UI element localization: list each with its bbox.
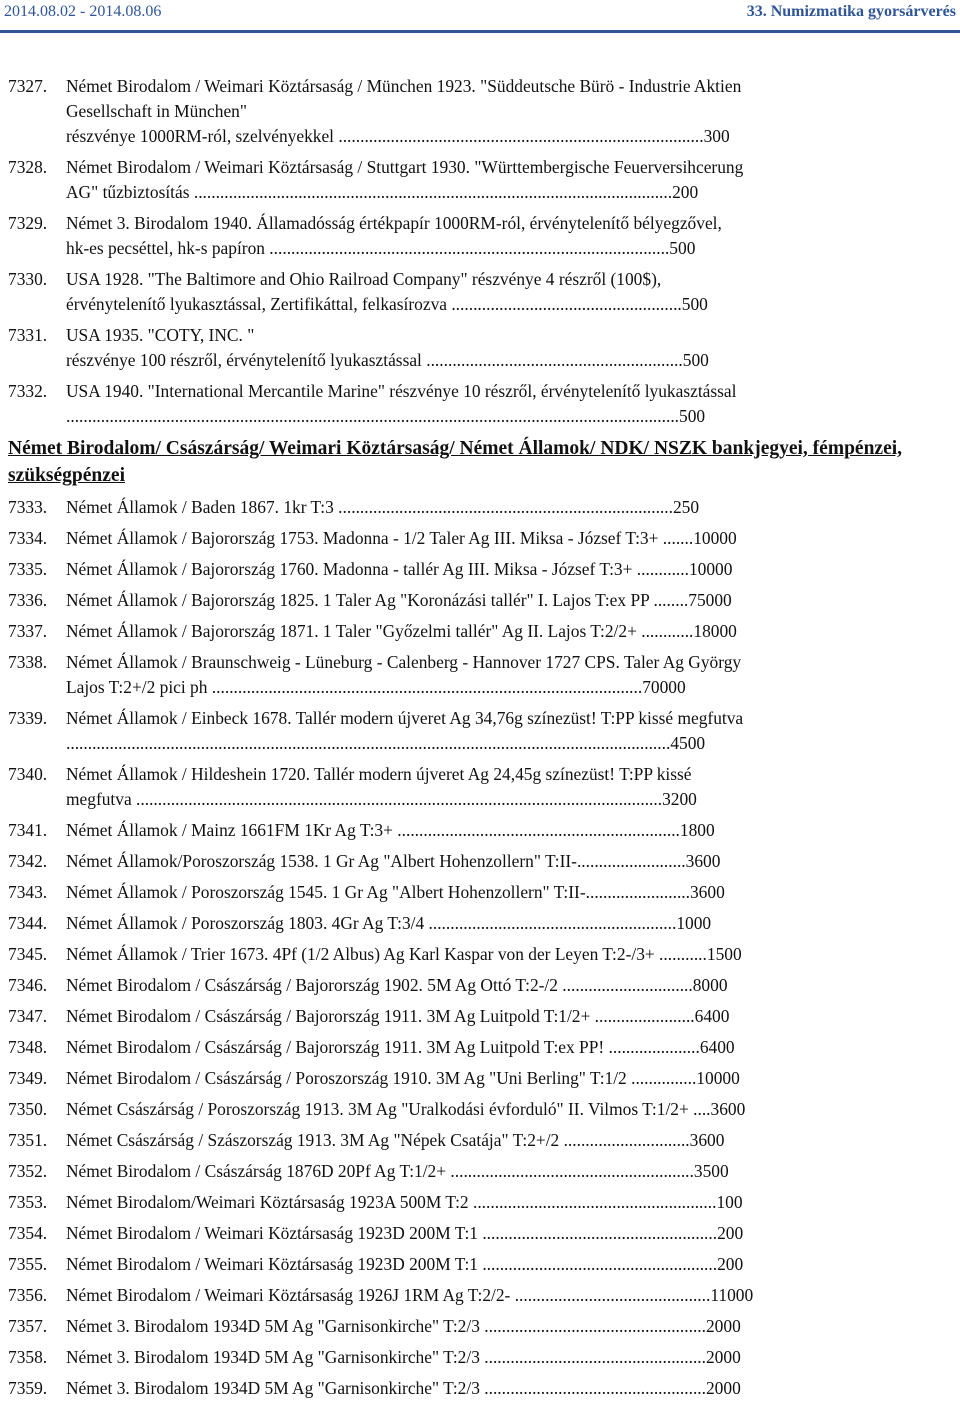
lot-description-line: Német Államok / Bajorország 1825. 1 Taler Ag "Koronázási tallér" I. Lajos T:ex PP ........75000 [66, 590, 732, 610]
lot-number: 7350. [8, 1099, 48, 1119]
lot-entry [0, 1128, 960, 1153]
lot-description-line: Német Államok / Hildeshein 1720. Tallér modern újveret Ag 24,45g színezüst! T:PP kissé [66, 764, 692, 784]
lot-entry [0, 1066, 960, 1091]
lot-entry [0, 1004, 960, 1029]
lot-number: 7329. [8, 213, 48, 233]
lot-description-line: Német Birodalom / Császárság / Bajorország 1902. 5M Ag Ottó T:2-/2 ..............................8000 [66, 975, 728, 995]
lot-description [66, 1097, 872, 1122]
lot-description [66, 526, 872, 551]
lot-description [66, 379, 872, 429]
lot-description [66, 155, 872, 205]
lot-number: 7335. [8, 559, 48, 579]
lot-description-line: Német Birodalom / Császárság / Bajorország 1911. 3M Ag Luitpold T:1/2+ .......................6400 [66, 1006, 730, 1026]
lot-description-line: Német Államok / Mainz 1661FM 1Kr Ag T:3+ .................................................................1800 [66, 820, 715, 840]
auction-title: 33. Numizmatika gyorsárverés [746, 3, 956, 20]
lot-number: 7342. [8, 851, 48, 871]
lot-description-line: USA 1940. "International Mercantile Marine" részvénye 10 részről, érvénytelenítő lyukasztással [66, 381, 737, 401]
lot-number: 7334. [8, 528, 48, 548]
lot-entry [0, 1283, 960, 1308]
lot-description [66, 1066, 872, 1091]
lot-description [66, 650, 872, 700]
lot-description [66, 211, 872, 261]
lot-entry [0, 706, 960, 756]
lot-entry [0, 973, 960, 998]
lot-entry [0, 942, 960, 967]
lot-description-line: Német Államok / Baden 1867. 1kr T:3 .............................................................................250 [66, 497, 700, 517]
lot-description-line: USA 1935. "COTY, INC. " [66, 325, 255, 345]
lot-description [66, 1004, 872, 1029]
lot-number: 7348. [8, 1037, 48, 1057]
lot-number: 7346. [8, 975, 48, 995]
lot-description [66, 1376, 872, 1401]
lot-description-line: Német 3. Birodalom 1934D 5M Ag "Garnisonkirche" T:2/3 ...................................................2000 [66, 1316, 741, 1336]
lot-description [66, 849, 872, 874]
lot-description-line: Német Birodalom / Császárság / Poroszország 1910. 3M Ag "Uni Berling" T:1/2 ...............10000 [66, 1068, 740, 1088]
lot-description-line: Német Államok / Bajorország 1753. Madonna - 1/2 Taler Ag III. Miksa - József T:3+ .......10000 [66, 528, 737, 548]
lot-description-line: Német Államok / Poroszország 1803. 4Gr Ag T:3/4 .........................................................1000 [66, 913, 712, 933]
lot-entry [0, 211, 960, 261]
lot-description-line: részvénye 100 részről, érvénytelenítő lyukasztással ...........................................................500 [66, 350, 709, 370]
lot-number: 7330. [8, 269, 48, 289]
lot-entry [0, 911, 960, 936]
lot-number: 7328. [8, 157, 48, 177]
lot-entry [0, 557, 960, 582]
lot-entry [0, 1190, 960, 1215]
lot-number: 7333. [8, 497, 48, 517]
lot-entry [0, 495, 960, 520]
auction-date-range: 2014.08.02 - 2014.08.06 [4, 3, 162, 20]
lot-description-line: megfutva .........................................................................................................................3200 [66, 789, 697, 809]
lot-description-line: részvénye 1000RM-ról, szelvényekkel ....................................................................................300 [66, 126, 730, 146]
lot-description-line: AG" tűzbiztosítás ..............................................................................................................200 [66, 182, 699, 202]
lot-number: 7341. [8, 820, 48, 840]
lot-description-line: Német Államok / Poroszország 1545. 1 Gr Ag "Albert Hohenzollern" T:II-........................3600 [66, 882, 725, 902]
lot-description-line: Német 3. Birodalom 1940. Államadósság értékpapír 1000RM-ról, érvénytelenítő bélyegzővel, [66, 213, 722, 233]
lot-entry [0, 155, 960, 205]
lot-list-shares [0, 74, 960, 429]
lot-description-line: Gesellschaft in München" [66, 101, 247, 121]
lot-number: 7351. [8, 1130, 48, 1150]
lot-entry [0, 762, 960, 812]
lot-number: 7347. [8, 1006, 48, 1026]
lot-description [66, 1190, 872, 1215]
lot-entry [0, 619, 960, 644]
lot-description-line: ...........................................................................................................................................4500 [66, 733, 706, 753]
lot-entry [0, 1097, 960, 1122]
lot-description-line: hk-es pecséttel, hk-s papíron ............................................................................................500 [66, 238, 696, 258]
lot-number: 7356. [8, 1285, 48, 1305]
lot-entry [0, 526, 960, 551]
section-heading: Német Birodalom/ Császárság/ Weimari Köztársaság/ Német Államok/ NDK/ NSZK bankjegyei, fémpénzei, szükségpénzei [8, 438, 903, 486]
lot-number: 7349. [8, 1068, 48, 1088]
lot-description-line: Lajos T:2+/2 pici ph ...................................................................................................70000 [66, 677, 686, 697]
lot-description [66, 1221, 872, 1246]
lot-description [66, 1159, 872, 1184]
lot-entry [0, 818, 960, 843]
lot-entry [0, 1314, 960, 1339]
catalog-content [0, 74, 960, 1407]
lot-entry [0, 849, 960, 874]
lot-number: 7359. [8, 1378, 48, 1398]
lot-description-line: Német Államok / Trier 1673. 4Pf (1/2 Albus) Ag Karl Kaspar von der Leyen T:2-/3+ ...........1500 [66, 944, 742, 964]
lot-description [66, 818, 872, 843]
lot-description-line: Német Államok / Bajorország 1760. Madonna - tallér Ag III. Miksa - József T:3+ ............10000 [66, 559, 733, 579]
lot-entry [0, 1252, 960, 1277]
lot-description [66, 74, 872, 149]
lot-description-line: USA 1928. "The Baltimore and Ohio Railroad Company" részvénye 4 részről (100$), [66, 269, 662, 289]
lot-description-line: Német Birodalom / Weimari Köztársaság 1923D 200M T:1 ......................................................200 [66, 1254, 744, 1274]
lot-description [66, 1252, 872, 1277]
lot-number: 7344. [8, 913, 48, 933]
lot-list-coins [0, 495, 960, 1401]
lot-entry [0, 880, 960, 905]
lot-number: 7327. [8, 76, 48, 96]
lot-description [66, 942, 872, 967]
lot-description [66, 323, 872, 373]
lot-description [66, 1035, 872, 1060]
lot-description-line: érvénytelenítő lyukasztással, Zertifikáttal, felkasírozva .....................................................500 [66, 294, 708, 314]
lot-description-line: Német Birodalom/Weimari Köztársaság 1923A 500M T:2 ........................................................100 [66, 1192, 743, 1212]
lot-entry [0, 323, 960, 373]
lot-description [66, 880, 872, 905]
lot-entry [0, 588, 960, 613]
lot-description [66, 973, 872, 998]
lot-description-line: Német Államok / Bajorország 1871. 1 Taler "Győzelmi tallér" Ag II. Lajos T:2/2+ ............18000 [66, 621, 737, 641]
lot-description [66, 1345, 872, 1370]
lot-entry [0, 267, 960, 317]
lot-description [66, 762, 872, 812]
lot-description [66, 706, 872, 756]
lot-entry [0, 1345, 960, 1370]
lot-description [66, 557, 872, 582]
lot-description [66, 588, 872, 613]
lot-number: 7352. [8, 1161, 48, 1181]
lot-description [66, 1128, 872, 1153]
lot-entry [0, 1159, 960, 1184]
lot-description-line: Német Birodalom / Császárság / Bajorország 1911. 3M Ag Luitpold T:ex PP! .....................6400 [66, 1037, 735, 1057]
lot-entry [0, 379, 960, 429]
lot-description-line: Német Államok/Poroszország 1538. 1 Gr Ag "Albert Hohenzollern" T:II-.........................3600 [66, 851, 721, 871]
lot-entry [0, 74, 960, 149]
lot-entry [0, 1376, 960, 1401]
lot-description-line: Német Császárság / Poroszország 1913. 3M Ag "Uralkodási évforduló" II. Vilmos T:1/2+ ....3600 [66, 1099, 746, 1119]
lot-number: 7339. [8, 708, 48, 728]
lot-number: 7355. [8, 1254, 48, 1274]
lot-description [66, 1283, 872, 1308]
lot-description-line: Német Birodalom / Weimari Köztársaság / München 1923. "Süddeutsche Bürö - Industrie Aktien [66, 76, 742, 96]
lot-description-line: Német Birodalom / Weimari Köztársaság 1926J 1RM Ag T:2/2- .............................................11000 [66, 1285, 754, 1305]
lot-description-line: Német Császárság / Szászország 1913. 3M Ag "Népek Csatája" T:2+/2 .............................3600 [66, 1130, 725, 1150]
lot-description-line: Német Államok / Braunschweig - Lüneburg - Calenberg - Hannover 1727 CPS. Taler Ag György [66, 652, 742, 672]
lot-description-line: .............................................................................................................................................500 [66, 406, 706, 426]
lot-description-line: Német Birodalom / Weimari Köztársaság 1923D 200M T:1 ......................................................200 [66, 1223, 744, 1243]
page-header [0, 0, 960, 40]
lot-description [66, 495, 872, 520]
lot-number: 7332. [8, 381, 48, 401]
lot-description-line: Német 3. Birodalom 1934D 5M Ag "Garnisonkirche" T:2/3 ...................................................2000 [66, 1347, 741, 1367]
lot-number: 7343. [8, 882, 48, 902]
lot-entry [0, 1221, 960, 1246]
lot-description [66, 619, 872, 644]
lot-number: 7340. [8, 764, 48, 784]
lot-number: 7337. [8, 621, 48, 641]
header-divider [0, 30, 960, 33]
lot-number: 7336. [8, 590, 48, 610]
lot-number: 7338. [8, 652, 48, 672]
lot-entry [0, 1035, 960, 1060]
lot-number: 7354. [8, 1223, 48, 1243]
lot-description-line: Német 3. Birodalom 1934D 5M Ag "Garnisonkirche" T:2/3 ...................................................2000 [66, 1378, 741, 1398]
lot-description-line: Német Birodalom / Weimari Köztársaság / Stuttgart 1930. "Württembergische Feuerversihcerung [66, 157, 744, 177]
lot-number: 7357. [8, 1316, 48, 1336]
lot-number: 7345. [8, 944, 48, 964]
lot-number: 7358. [8, 1347, 48, 1367]
lot-number: 7353. [8, 1192, 48, 1212]
lot-description [66, 1314, 872, 1339]
lot-entry [0, 650, 960, 700]
lot-description [66, 267, 872, 317]
lot-description [66, 911, 872, 936]
lot-description-line: Német Birodalom / Császárság 1876D 20Pf Ag T:1/2+ ........................................................3500 [66, 1161, 729, 1181]
lot-description-line: Német Államok / Einbeck 1678. Tallér modern újveret Ag 34,76g színezüst! T:PP kissé megfutva [66, 708, 744, 728]
lot-number: 7331. [8, 325, 48, 345]
